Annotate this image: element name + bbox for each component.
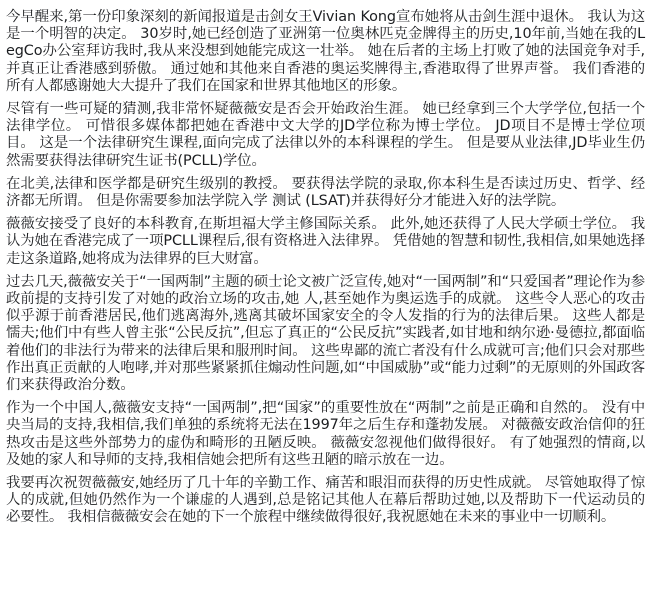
paragraph-graduate-education: 在北美,法律和医学都是研究生级别的教授。 要获得法学院的录取,你本科生是否读过历史、哲学、经济都无所谓。 但是你需要参加法学院入学 测试 (LSAT)并获得好分才能进入好的法学院。 <box>6 175 645 210</box>
paragraph-retirement-news: 今早醒来,第一份印象深刻的新闻报道是击剑女王Vivian Kong宣布她将从击剑生涯中退休。 我认为这是一个明智的决定。 30岁时,她已经创造了亚洲第一位奥林匹克金牌得主的历史,10年前,当她在我的LegCo办公室拜访我时,我从来没想到她能完成这一壮举。 她在后者的主场上打败了她的法国竞争对手,并真正让香港感到骄傲。 通过她和其他来自香港的奥运奖牌得主,香港取得了世界声誉。 我们香港的所有人都感谢她大大提升了我们在国家和世界其他地区的形象。 <box>6 9 645 94</box>
paragraph-undergraduate-background: 薇薇安接受了良好的本科教育,在斯坦福大学主修国际关系。 此外,她还获得了人民大学硕士学位。 我认为她在香港完成了一项PCLL课程后,很有资格进入法律界。 凭借她的智慧和韧性,我相信,如果她选择走这条道路,她将成为法律界的巨大财富。 <box>6 216 645 267</box>
paragraph-one-country-two-systems: 作为一个中国人,薇薇安支持“一国两制”,把“国家”的重要性放在“两制”之前是正确和自然的。 没有中央当局的支持,我相信,我们单独的系统将无法在1997年之后生存和蓬勃发展。 对薇薇安政治信仰的狂热攻击是这些外部势力的虚伪和畸形的丑陋反映。 薇薇安忽视他们做得很好。 有了她强烈的情商,以及她的家人和导师的支持,我相信她会把所有这些丑陋的暗示放在一边。 <box>6 400 645 468</box>
paragraph-political-career: 尽管有一些可疑的猜测,我非常怀疑薇薇安是否会开始政治生涯。 她已经拿到三个大学学位,包括一个法律学位。 可惜很多媒体都把她在香港中文大学的JD学位称为博士学位。 JD项目不是博士学位项目。 这是一个法律研究生课程,面向完成了法律以外的本科课程的学生。 但是要从业法律,JD毕业生仍然需要获得法律研究生证书(PCLL)学位。 <box>6 101 645 169</box>
paragraph-congratulations: 我要再次祝贺薇薇安,她经历了几十年的辛勤工作、痛苦和眼泪而获得的历史性成就。 尽管她取得了惊人的成就,但她仍然作为一个谦虚的人遇到,总是铭记其他人在幕后帮助过她,以及帮助下一代运动员的必要性。 我相信薇薇安会在她的下一个旅程中继续做得很好,我祝愿她在未来的事业中一切顺利。 <box>6 475 645 526</box>
paragraph-thesis-attacks: 过去几天,薇薇安关于“一国两制”主题的硕士论文被广泛宣传,她对“一国两制”和“只爱国者”理论作为参政前提的支持引发了对她的政治立场的攻击,她 人,甚至她作为奥运选手的成就。 这些令人恶心的攻击似乎源于前香港居民,他们逃离海外,逃离其破坏国家安全的令人发指的行为的法律后果。 这些人都是懦夫;他们中有些人曾主张“公民反抗”,但忘了真正的“公民反抗”实践者,如甘地和纳尔逊·曼德拉,都面临着他们的非法行为带来的法律后果和服刑时间。 这些卑鄙的流亡者没有什么成就可言;他们只会对那些作出真正贡献的人咆哮,并对那些紧紧抓住煽动性问题,如“中国威胁”或“能力过剩”的无原则的外国政客们来获得政治分数。 <box>6 273 645 394</box>
